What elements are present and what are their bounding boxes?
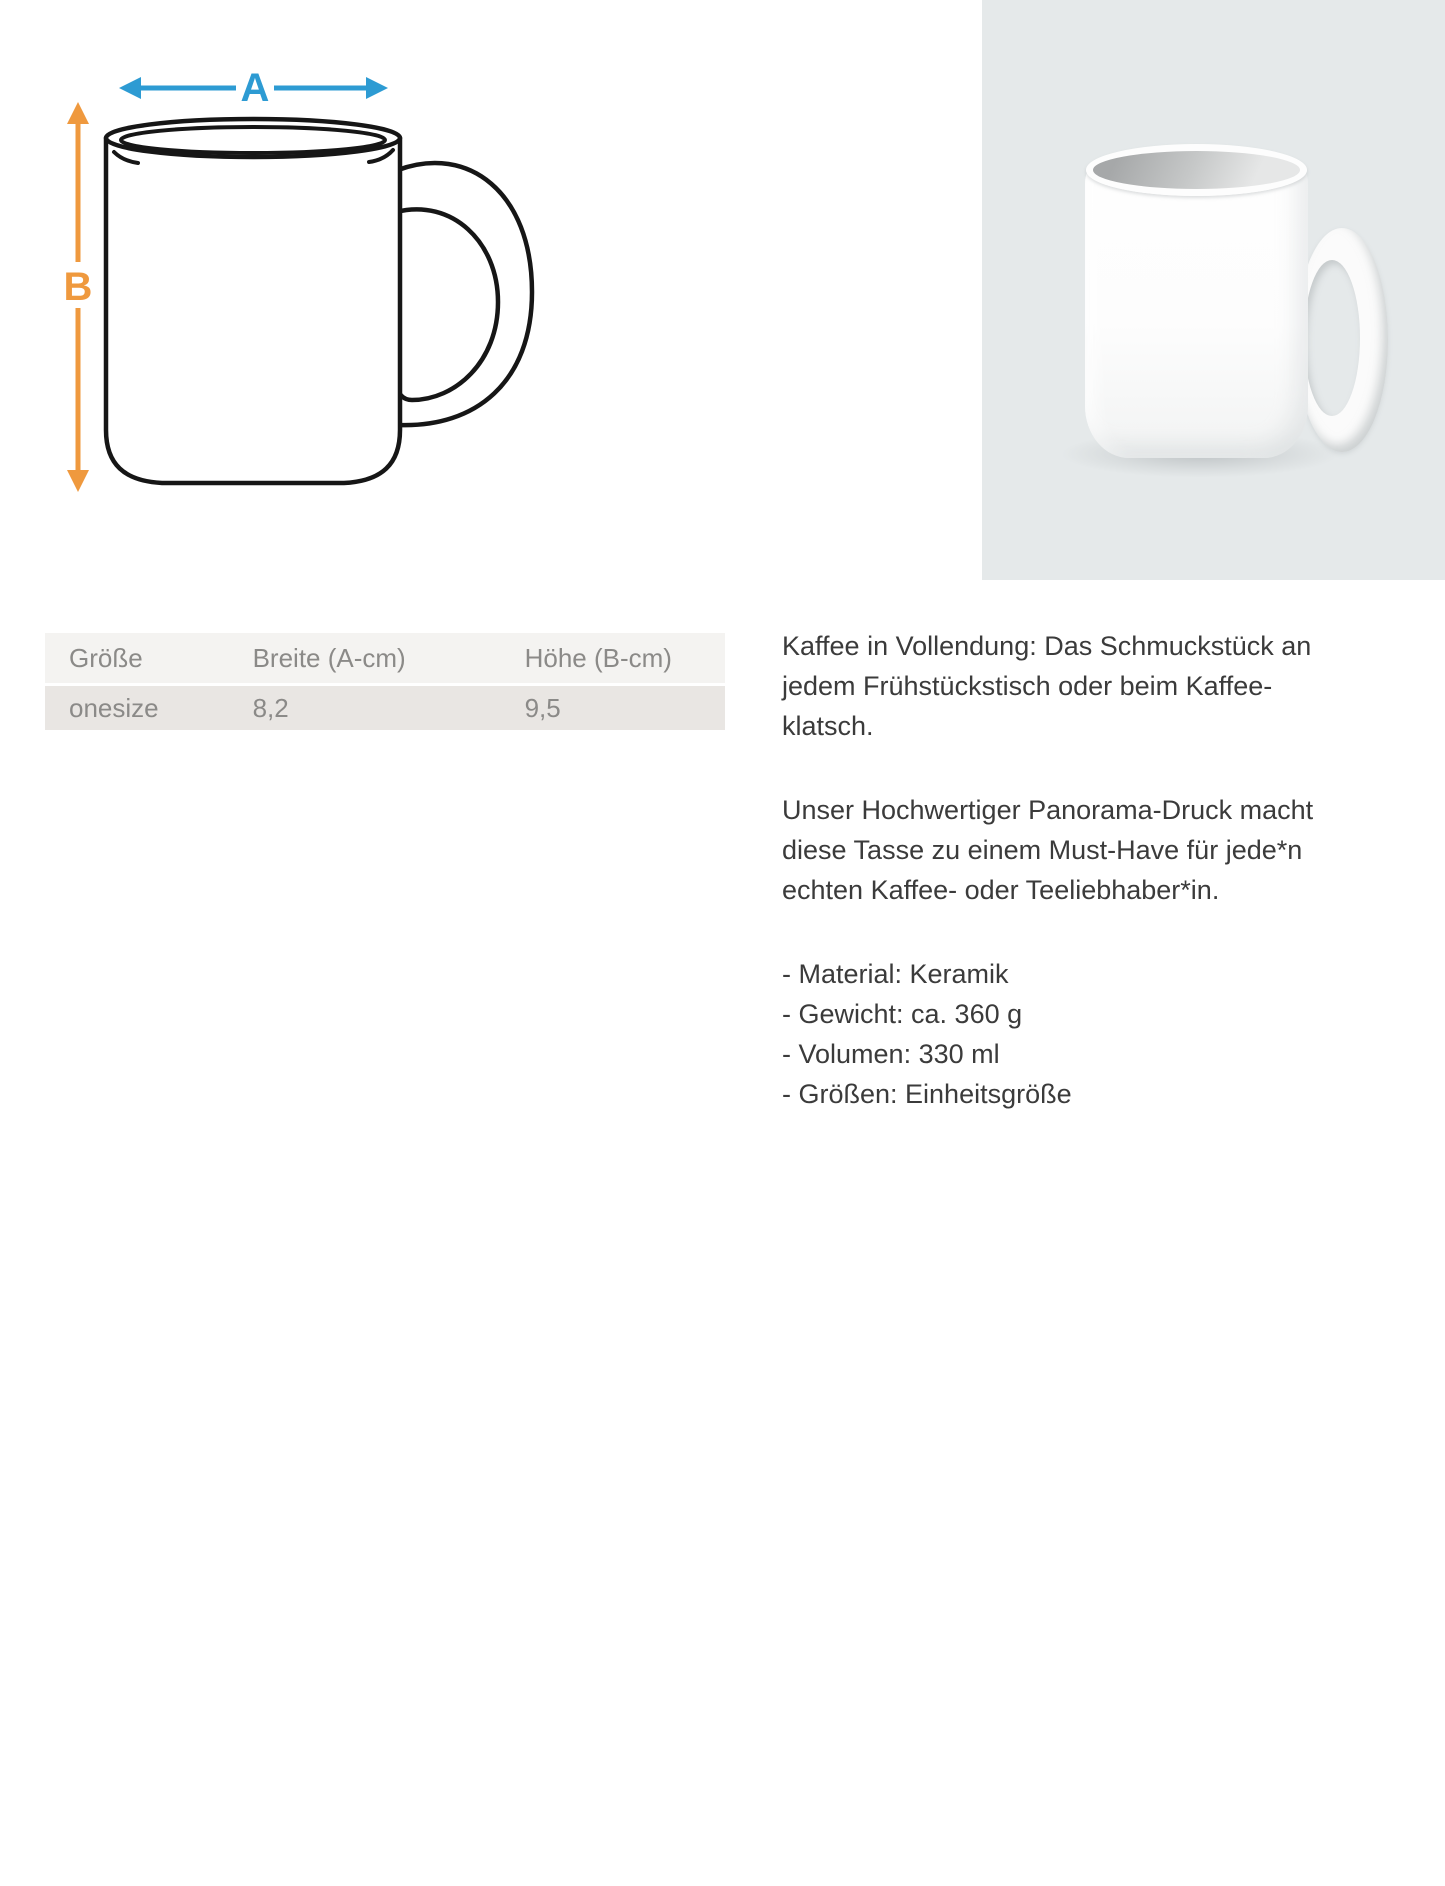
text-line: jedem Frühstückstisch oder beim Kaffee- (782, 671, 1273, 701)
height-value: 9,5 (524, 692, 561, 723)
text-line: diese Tasse zu einem Must-Have für jede*n (782, 835, 1303, 865)
description-spec-list (782, 954, 1382, 1114)
description-paragraph-print (782, 790, 1382, 910)
size-table-header-height: Höhe (B-cm) (524, 642, 672, 673)
text-line: klatsch. (782, 711, 874, 741)
height-label: B (63, 265, 93, 309)
size-table-header-width: Breite (A-cm) (252, 642, 406, 673)
description-paragraph-intro (782, 626, 1382, 746)
width-value: 8,2 (252, 692, 289, 723)
product-description (782, 626, 1382, 1114)
arrow-right-head-icon (366, 77, 388, 99)
text-line: Kaffee in Vollendung: Das Schmuckstück an (782, 631, 1312, 661)
mug-size-diagram (40, 50, 540, 510)
text-line: echten Kaffee- oder Teeliebhaber*in. (782, 875, 1220, 905)
size-table-header-row (45, 633, 725, 683)
mug-photo-handle-hole (1304, 260, 1360, 416)
spec-sizes: - Größen: Einheitsgröße (782, 1079, 1072, 1109)
mug-handle-outline (396, 163, 532, 425)
arrow-left-head-icon (119, 77, 141, 99)
spec-weight: - Gewicht: ca. 360 g (782, 999, 1023, 1029)
size-table (45, 633, 725, 730)
spec-material: - Material: Keramik (782, 959, 1009, 989)
product-photo (982, 0, 1445, 580)
height-arrow-b (64, 102, 93, 492)
arrow-up-head-icon (67, 102, 89, 124)
mug-photo-body (1085, 160, 1308, 458)
text-line: Unser Hochwertiger Panorama-Druck macht (782, 795, 1314, 825)
size-value: onesize (69, 692, 159, 723)
mug-body-fill (106, 138, 400, 483)
arrow-down-head-icon (67, 470, 89, 492)
mug-photo-rim (1086, 144, 1307, 196)
size-table-row (45, 686, 725, 730)
width-label: A (240, 66, 270, 110)
size-table-header-size: Größe (69, 642, 143, 673)
width-arrow-a (119, 66, 388, 110)
mug-photo-handle (1296, 228, 1388, 452)
spec-volume: - Volumen: 330 ml (782, 1039, 1000, 1069)
